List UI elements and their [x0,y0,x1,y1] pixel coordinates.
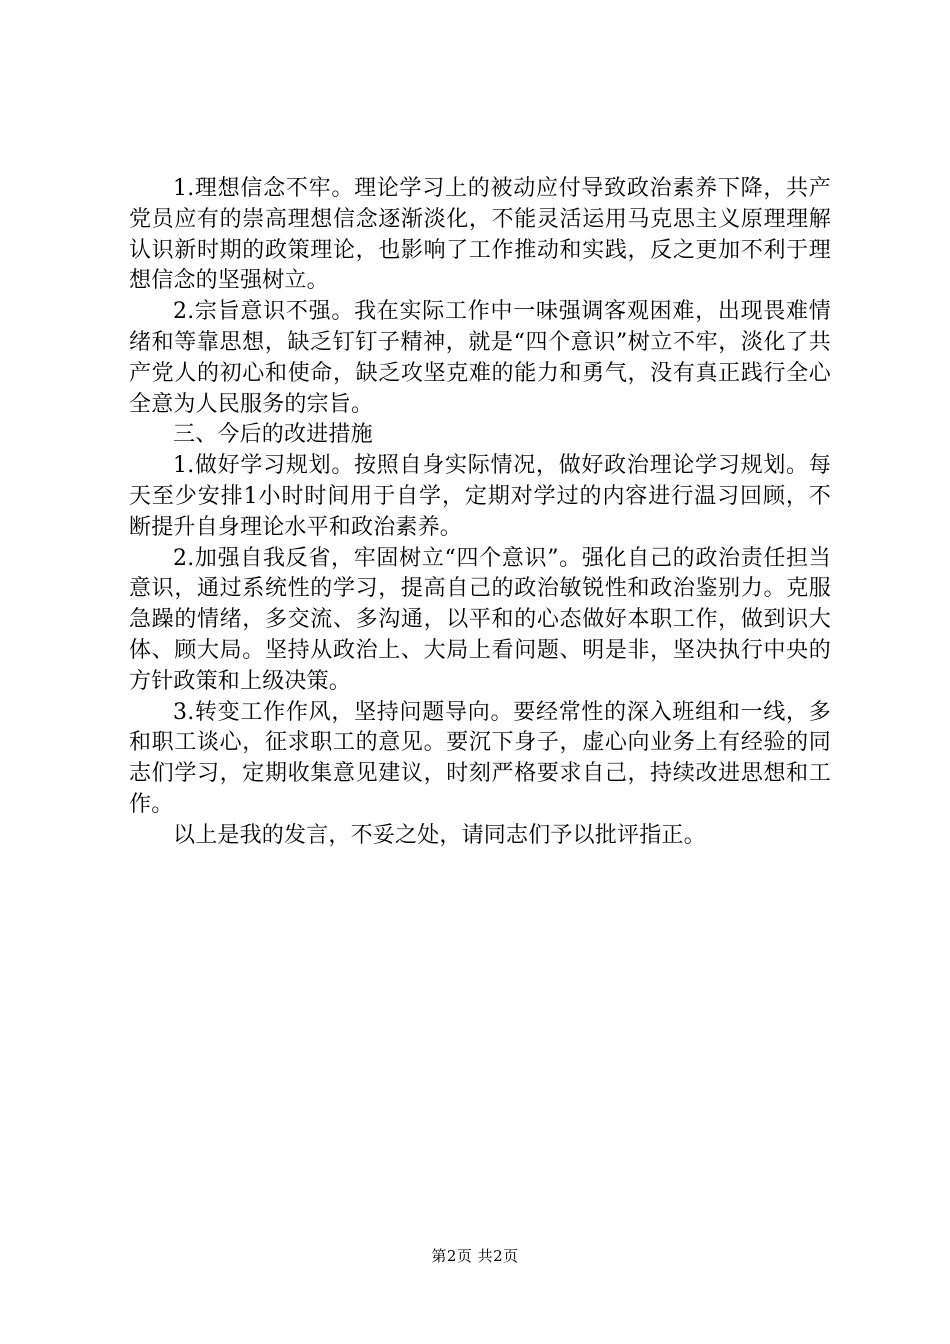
paragraph-study-plan: 1.做好学习规划。按照自身实际情况，做好政治理论学习规划。每天至少安排1小时时间用于自学，定期对学过的内容进行温习回顾，不断提升自身理论水平和政治素养。 [129,453,831,540]
paragraph-closing: 以上是我的发言，不妥之处，请同志们予以批评指正。 [173,822,706,848]
paragraph-work-style: 3.转变工作作风，坚持问题导向。要经常性的深入班组和一线，多和职工谈心，征求职工的意见。要沉下身子，虚心向业务上有经验的同志们学习，定期收集意见建议，时刻严格要求自己，持续改进思想和工作。 [129,699,831,817]
section-heading-improvement-measures: 三、今后的改进措施 [173,422,373,448]
page-number-footer: 第2页 共2页 [431,1247,519,1265]
paragraph-purpose-awareness: 2.宗旨意识不强。我在实际工作中一味强调客观困难，出现畏难情绪和等靠思想，缺乏钉钉子精神，就是“四个意识”树立不牢，淡化了共产党人的初心和使命，缺乏攻坚克难的能力和勇气，没有真正践行全心全意为人民服务的宗旨。 [129,299,831,417]
paragraph-self-reflection: 2.加强自我反省，牢固树立“四个意识”。强化自己的政治责任担当意识，通过系统性的学习，提高自己的政治敏锐性和政治鉴别力。克服急躁的情绪，多交流、多沟通，以平和的心态做好本职工作，做到识大体、顾大局。坚持从政治上、大局上看问题、明是非，坚决执行中央的方针政策和上级决策。 [129,545,831,694]
document-body [129,174,831,852]
paragraph-ideals: 1.理想信念不牢。理论学习上的被动应付导致政治素养下降，共产党员应有的崇高理想信念逐渐淡化，不能灵活运用马克思主义原理理解认识新时期的政策理论，也影响了工作推动和实践，反之更加不利于理想信念的坚强树立。 [129,176,831,294]
